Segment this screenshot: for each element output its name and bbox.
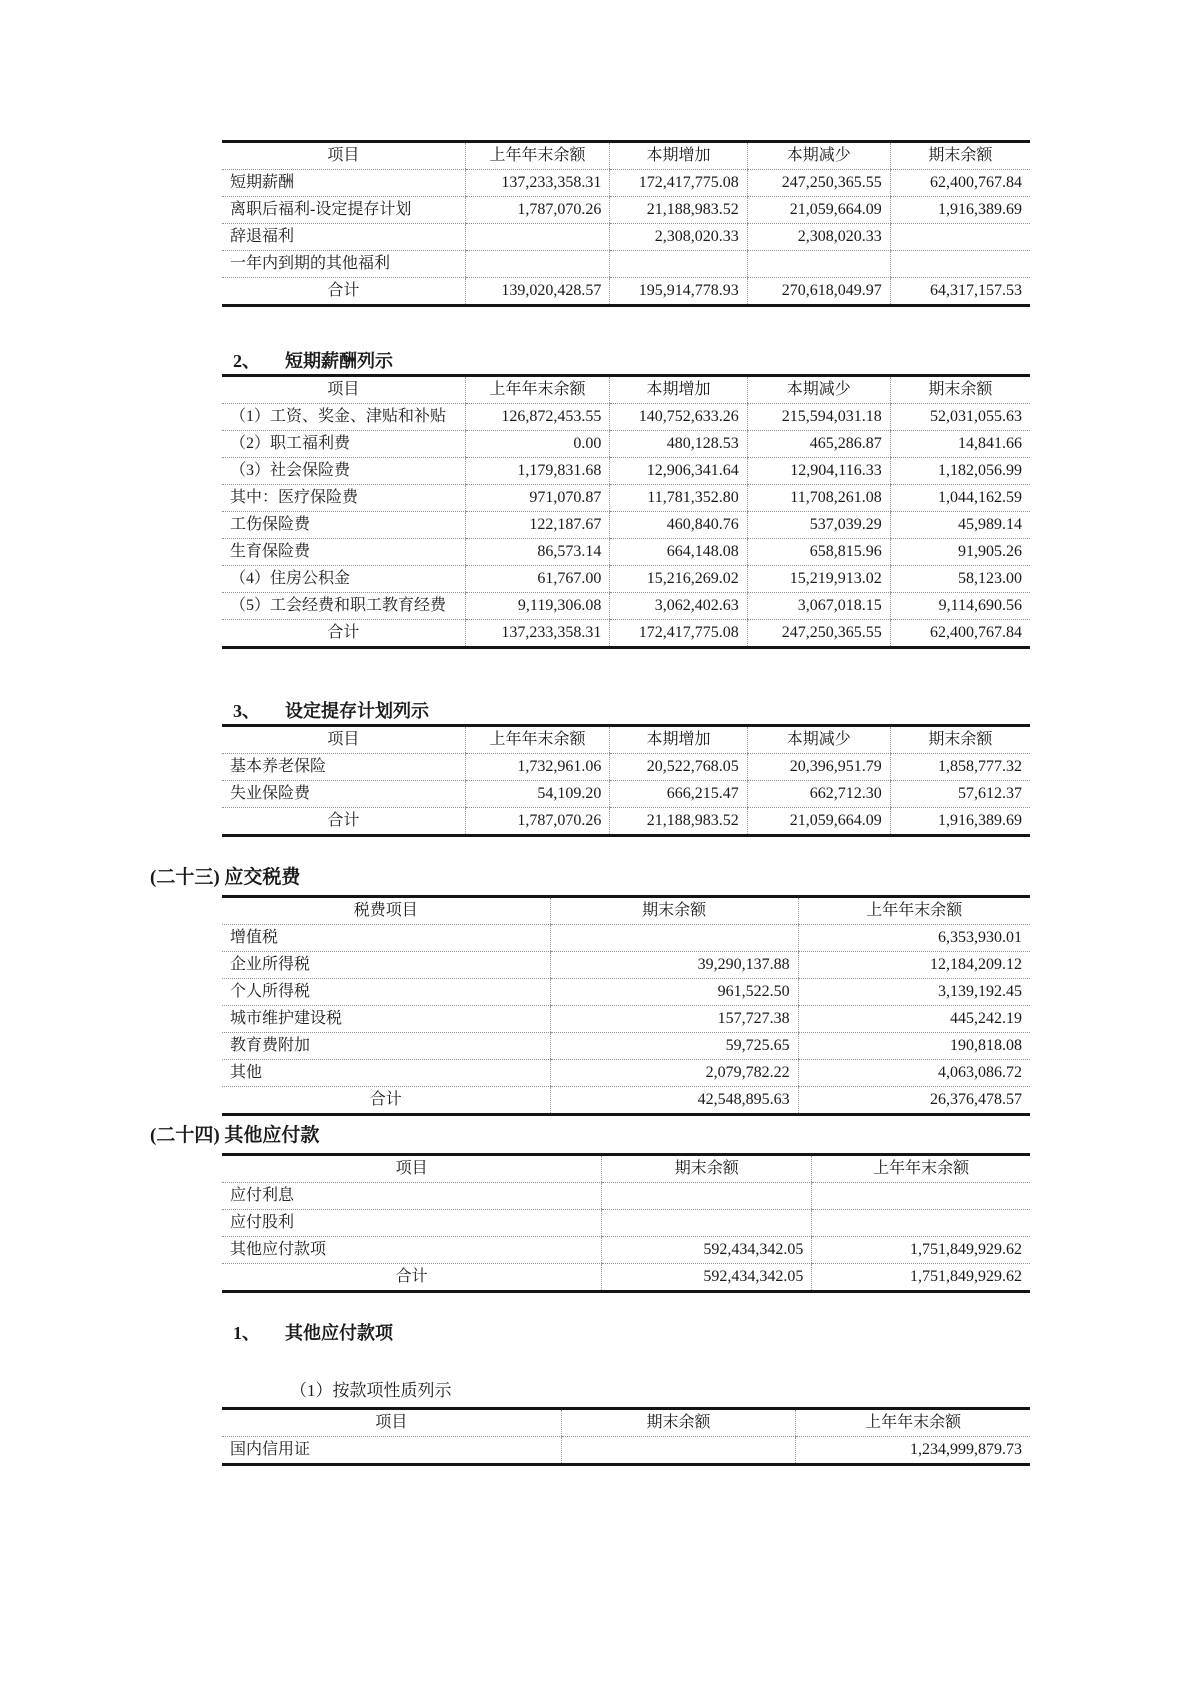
table-row (222, 952, 1030, 979)
cell-value: 195,914,778.93 (610, 278, 747, 306)
cell-value: 2,308,020.33 (610, 224, 747, 251)
cell-value (465, 251, 610, 278)
table-total-row (222, 278, 1030, 306)
subheading-by-nature: （1）按款项性质列示 (290, 1381, 452, 1400)
cell-value: 3,062,402.63 (610, 593, 747, 620)
cell-value: 4,063,086.72 (798, 1060, 1030, 1087)
section-heading-taxes-payable: (二十三) 应交税费 (150, 867, 301, 888)
cell-value: 52,031,055.63 (890, 404, 1030, 431)
cell-value: 59,725.65 (550, 1033, 798, 1060)
column-header: 本期减少 (747, 726, 890, 754)
section-heading-short-term-compensation (233, 350, 393, 372)
cell-value: 21,059,664.09 (747, 197, 890, 224)
cell-value: 42,548,895.63 (550, 1087, 798, 1115)
row-label: 应付利息 (222, 1183, 602, 1210)
cell-value: 39,290,137.88 (550, 952, 798, 979)
cell-value: 480,128.53 (610, 431, 747, 458)
heading-text: 短期薪酬列示 (285, 351, 393, 371)
column-header: 期末余额 (550, 897, 798, 925)
row-label: （5）工会经费和职工教育经费 (222, 593, 465, 620)
cell-value: 662,712.30 (747, 781, 890, 808)
row-label: 个人所得税 (222, 979, 550, 1006)
cell-value: 190,818.08 (798, 1033, 1030, 1060)
row-label: （2）职工福利费 (222, 431, 465, 458)
table-total-row (222, 620, 1030, 648)
cell-value: 140,752,633.26 (610, 404, 747, 431)
column-header: 上年年末余额 (465, 726, 610, 754)
cell-value: 21,188,983.52 (610, 197, 747, 224)
employee-benefits-summary-table (222, 140, 1030, 307)
column-header: 上年年末余额 (812, 1155, 1030, 1183)
cell-value: 1,234,999,879.73 (796, 1437, 1030, 1465)
cell-value: 215,594,031.18 (747, 404, 890, 431)
cell-value: 445,242.19 (798, 1006, 1030, 1033)
row-label: 国内信用证 (230, 1441, 311, 1458)
table-header-row (222, 1409, 1030, 1437)
cell-value: 126,872,453.55 (465, 404, 610, 431)
cell-value (812, 1210, 1030, 1237)
payables-by-nature-table (222, 1407, 1030, 1466)
section-heading-other-payables: (二十四) 其他应付款 (150, 1125, 320, 1146)
cell-value (610, 251, 747, 278)
row-label: （1）工资、奖金、津贴和补贴 (222, 404, 465, 431)
cell-value (890, 224, 1030, 251)
row-label: 应付股利 (222, 1210, 602, 1237)
heading-number: 1、 (233, 1323, 260, 1343)
table-row (222, 404, 1030, 431)
row-label: 企业所得税 (222, 952, 550, 979)
row-label: 一年内到期的其他福利 (222, 251, 465, 278)
table-row (222, 754, 1030, 781)
table-row (222, 251, 1030, 278)
cell-value: 1,751,849,929.62 (812, 1264, 1030, 1292)
taxes-payable-block (222, 895, 1030, 1116)
cell-value: 0.00 (465, 431, 610, 458)
table-row (222, 170, 1030, 197)
cell-value: 3,139,192.45 (798, 979, 1030, 1006)
cell-value: 86,573.14 (465, 539, 610, 566)
column-header: 期末余额 (602, 1155, 812, 1183)
table-header-row (222, 897, 1030, 925)
cell-value: 1,179,831.68 (465, 458, 610, 485)
cell-value: 54,109.20 (465, 781, 610, 808)
column-header: 本期增加 (610, 376, 747, 404)
table-row (222, 224, 1030, 251)
cell-value: 15,219,913.02 (747, 566, 890, 593)
short-term-compensation-block (222, 374, 1030, 649)
row-label: 合计 (327, 282, 360, 299)
cell-value (890, 251, 1030, 278)
cell-value (561, 1437, 795, 1465)
cell-value: 1,751,849,929.62 (812, 1237, 1030, 1264)
column-header: 税费项目 (222, 897, 550, 925)
cell-value: 247,250,365.55 (747, 170, 890, 197)
cell-value: 2,079,782.22 (550, 1060, 798, 1087)
section-heading-other-payable-items (233, 1322, 393, 1344)
column-header: 项目 (222, 142, 465, 170)
heading-text: 其他应付款项 (285, 1323, 393, 1343)
cell-value: 1,787,070.26 (465, 197, 610, 224)
cell-value: 21,188,983.52 (610, 808, 747, 836)
cell-value: 664,148.08 (610, 539, 747, 566)
column-header: 项目 (222, 726, 465, 754)
cell-value: 2,308,020.33 (747, 224, 890, 251)
cell-value: 91,905.26 (890, 539, 1030, 566)
payables-by-nature-block (222, 1407, 1030, 1466)
heading-text: 设定提存计划列示 (285, 701, 429, 721)
cell-value: 460,840.76 (610, 512, 747, 539)
table-row (222, 781, 1030, 808)
cell-value (812, 1183, 1030, 1210)
cell-value: 3,067,018.15 (747, 593, 890, 620)
column-header: 项目 (222, 1155, 602, 1183)
column-header: 本期减少 (747, 376, 890, 404)
table-row (222, 197, 1030, 224)
cell-value: 537,039.29 (747, 512, 890, 539)
column-header: 项目 (222, 376, 465, 404)
cell-value: 14,841.66 (890, 431, 1030, 458)
column-header: 本期减少 (747, 142, 890, 170)
row-label: （3）社会保险费 (222, 458, 465, 485)
cell-value: 1,182,056.99 (890, 458, 1030, 485)
cell-value: 157,727.38 (550, 1006, 798, 1033)
table-row (222, 1210, 1030, 1237)
row-label: 增值税 (222, 925, 550, 952)
row-label: 离职后福利-设定提存计划 (222, 197, 465, 224)
row-label: 短期薪酬 (222, 170, 465, 197)
cell-value: 57,612.37 (890, 781, 1030, 808)
cell-value: 62,400,767.84 (890, 170, 1030, 197)
heading-number: 2、 (233, 351, 260, 371)
row-label: 辞退福利 (222, 224, 465, 251)
cell-value: 9,119,306.08 (465, 593, 610, 620)
row-label: 合计 (327, 624, 360, 641)
table-row (222, 1060, 1030, 1087)
table-header-row (222, 1155, 1030, 1183)
cell-value: 11,781,352.80 (610, 485, 747, 512)
row-label: 基本养老保险 (222, 754, 465, 781)
cell-value (550, 925, 798, 952)
defined-contribution-plan-table (222, 724, 1030, 837)
cell-value: 270,618,049.97 (747, 278, 890, 306)
row-label: 其他 (222, 1060, 550, 1087)
column-header: 期末余额 (890, 376, 1030, 404)
row-label: 教育费附加 (222, 1033, 550, 1060)
cell-value (747, 251, 890, 278)
cell-value: 20,522,768.05 (610, 754, 747, 781)
row-label: 工伤保险费 (222, 512, 465, 539)
table-total-row (222, 1087, 1030, 1115)
row-label: 合计 (327, 812, 360, 829)
column-header: 本期增加 (610, 142, 747, 170)
cell-value: 58,123.00 (890, 566, 1030, 593)
cell-value: 1,916,389.69 (890, 197, 1030, 224)
table-row (222, 979, 1030, 1006)
table-total-row (222, 1264, 1030, 1292)
cell-value: 137,233,358.31 (465, 170, 610, 197)
cell-value: 62,400,767.84 (890, 620, 1030, 648)
table-row (222, 539, 1030, 566)
taxes-payable-table (222, 895, 1030, 1116)
row-label: 生育保险费 (222, 539, 465, 566)
other-payables-table (222, 1153, 1030, 1293)
cell-value: 139,020,428.57 (465, 278, 610, 306)
cell-value: 1,044,162.59 (890, 485, 1030, 512)
cell-value: 592,434,342.05 (602, 1264, 812, 1292)
cell-value: 1,858,777.32 (890, 754, 1030, 781)
table-row (222, 1237, 1030, 1264)
heading-number: 3、 (233, 701, 260, 721)
table-row (222, 1437, 1030, 1465)
cell-value: 247,250,365.55 (747, 620, 890, 648)
table-row (222, 485, 1030, 512)
table-row (222, 458, 1030, 485)
column-header: 期末余额 (890, 726, 1030, 754)
column-header: 上年年末余额 (465, 142, 610, 170)
cell-value (602, 1183, 812, 1210)
cell-value: 9,114,690.56 (890, 593, 1030, 620)
table-row (222, 593, 1030, 620)
cell-value: 137,233,358.31 (465, 620, 610, 648)
column-header: 期末余额 (890, 142, 1030, 170)
row-label: 合计 (395, 1268, 428, 1285)
table-row (222, 512, 1030, 539)
cell-value: 172,417,775.08 (610, 170, 747, 197)
table-header-row (222, 142, 1030, 170)
other-payables-block (222, 1153, 1030, 1293)
section-heading-defined-contribution-plan (233, 700, 429, 722)
cell-value: 26,376,478.57 (798, 1087, 1030, 1115)
row-label: 其中：医疗保险费 (222, 485, 465, 512)
cell-value: 11,708,261.08 (747, 485, 890, 512)
column-header: 上年年末余额 (796, 1409, 1030, 1437)
cell-value: 21,059,664.09 (747, 808, 890, 836)
row-label: （4）住房公积金 (222, 566, 465, 593)
cell-value: 122,187.67 (465, 512, 610, 539)
table-row (222, 1006, 1030, 1033)
cell-value: 6,353,930.01 (798, 925, 1030, 952)
row-label: 合计 (369, 1091, 402, 1108)
cell-value: 1,732,961.06 (465, 754, 610, 781)
cell-value: 961,522.50 (550, 979, 798, 1006)
table-row (222, 566, 1030, 593)
table-row (222, 1183, 1030, 1210)
column-header: 期末余额 (561, 1409, 795, 1437)
cell-value: 45,989.14 (890, 512, 1030, 539)
row-label: 其他应付款项 (222, 1237, 602, 1264)
cell-value: 1,916,389.69 (890, 808, 1030, 836)
cell-value (602, 1210, 812, 1237)
cell-value: 1,787,070.26 (465, 808, 610, 836)
cell-value: 61,767.00 (465, 566, 610, 593)
table-row (222, 925, 1030, 952)
cell-value: 64,317,157.53 (890, 278, 1030, 306)
table-total-row (222, 808, 1030, 836)
cell-value: 12,906,341.64 (610, 458, 747, 485)
cell-value: 15,216,269.02 (610, 566, 747, 593)
table-row (222, 431, 1030, 458)
column-header: 本期增加 (610, 726, 747, 754)
table-row (222, 1033, 1030, 1060)
row-label: 失业保险费 (222, 781, 465, 808)
cell-value: 12,904,116.33 (747, 458, 890, 485)
cell-value: 658,815.96 (747, 539, 890, 566)
cell-value (465, 224, 610, 251)
cell-value: 172,417,775.08 (610, 620, 747, 648)
column-header: 上年年末余额 (798, 897, 1030, 925)
row-label: 城市维护建设税 (222, 1006, 550, 1033)
defined-contribution-plan-block (222, 724, 1030, 837)
cell-value: 971,070.87 (465, 485, 610, 512)
cell-value: 666,215.47 (610, 781, 747, 808)
cell-value: 465,286.87 (747, 431, 890, 458)
short-term-compensation-table (222, 374, 1030, 649)
cell-value: 592,434,342.05 (602, 1237, 812, 1264)
column-header: 上年年末余额 (465, 376, 610, 404)
employee-benefits-summary-block (222, 140, 1030, 307)
table-header-row (222, 376, 1030, 404)
cell-value: 20,396,951.79 (747, 754, 890, 781)
cell-value: 12,184,209.12 (798, 952, 1030, 979)
table-header-row (222, 726, 1030, 754)
column-header: 项目 (222, 1409, 561, 1437)
